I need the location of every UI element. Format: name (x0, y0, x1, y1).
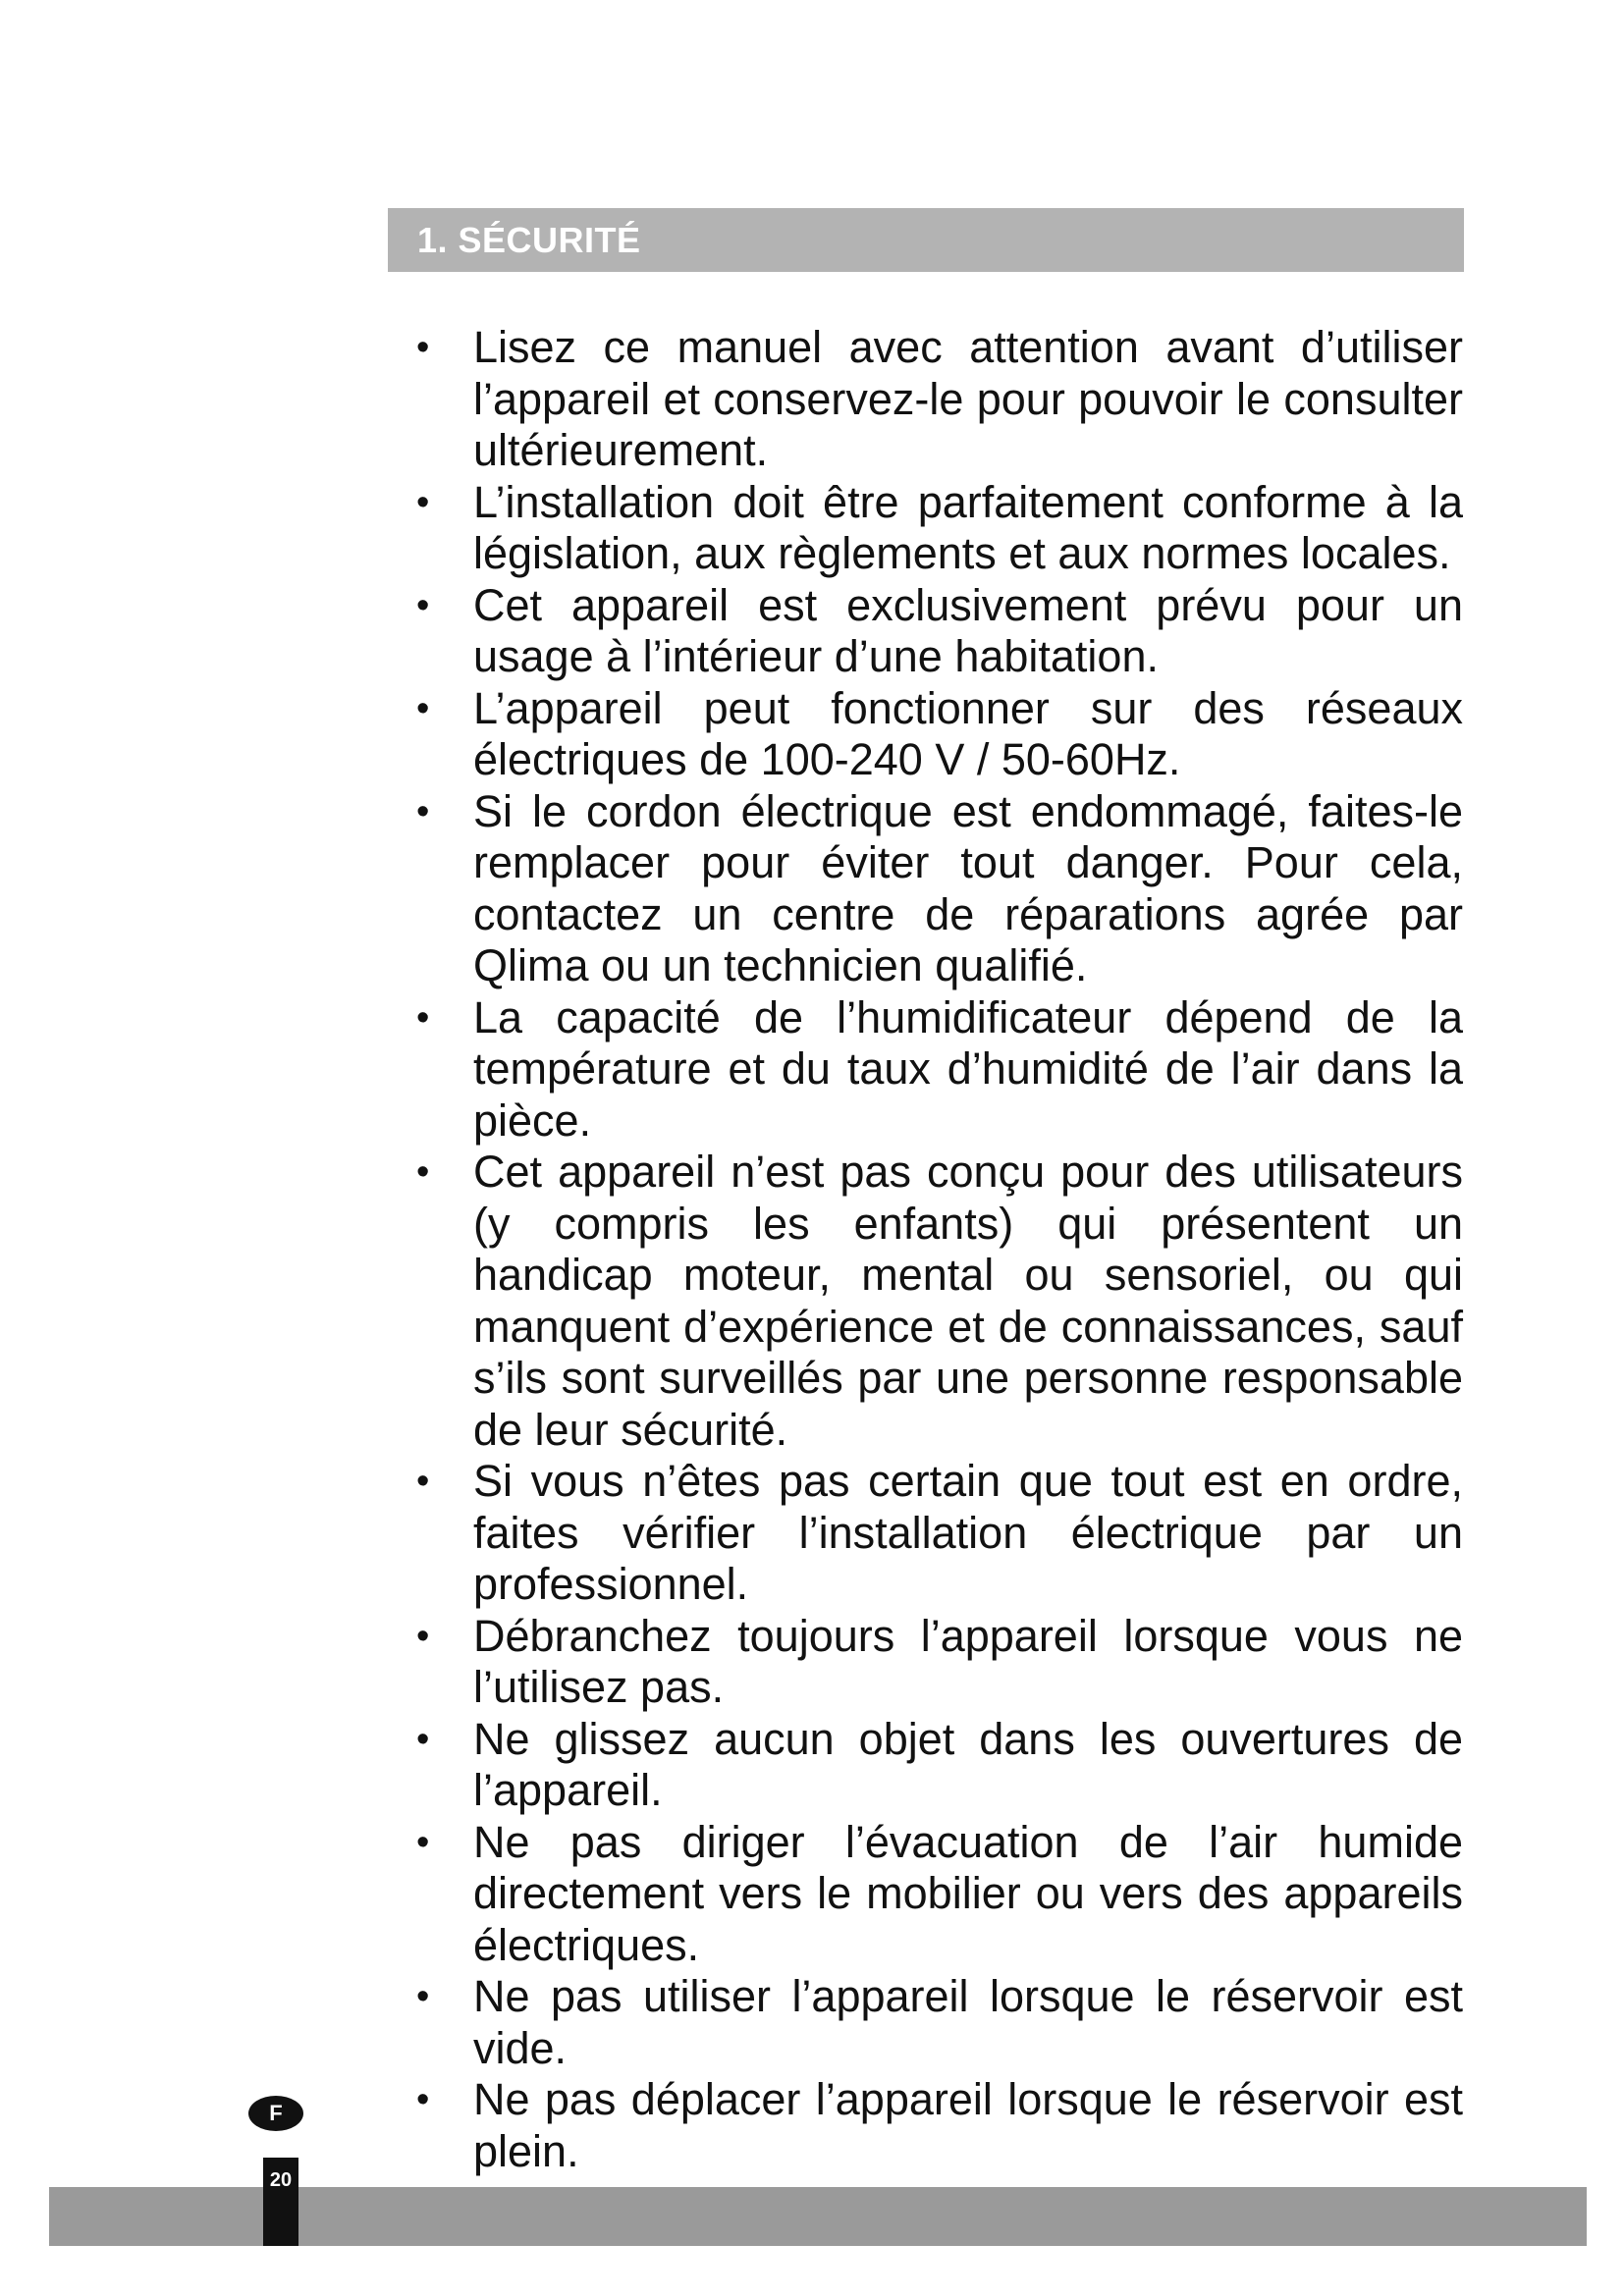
bullet-text: Ne pas diriger l’évacuation de l’air humide directement vers le mobilier ou vers des appareils électriques. (473, 1816, 1463, 1970)
bullet-text: La capacité de l’humidificateur dépend de la température et du taux d’humidité de l’air dans la pièce. (473, 991, 1463, 1146)
bullet-text: L’appareil peut fonctionner sur des réseaux électriques de 100-240 V / 50-60Hz. (473, 682, 1463, 784)
language-badge: F (248, 2096, 303, 2131)
bullet-item (412, 1714, 1463, 1817)
bullet-item (412, 786, 1463, 992)
bullet-item (412, 580, 1463, 683)
bullet-icon: • (416, 481, 430, 523)
bullet-icon: • (416, 2079, 430, 2120)
bullet-text: Ne pas déplacer l’appareil lorsque le réservoir est plein. (473, 2074, 1463, 2176)
bullet-item (412, 992, 1463, 1148)
bullet-icon: • (416, 1718, 430, 1760)
bullet-icon: • (416, 687, 430, 729)
bullet-icon: • (416, 584, 430, 626)
bullet-item (412, 322, 1463, 477)
bullet-icon: • (416, 790, 430, 832)
bullet-text: Cet appareil n’est pas conçu pour des utilisateurs (y compris les enfants) qui présentent un handicap moteur, mental ou sensoriel, ou qui manquent d’expérience et de connaissances, sauf s’ils sont surveillés par une personne responsable de leur sécurité. (473, 1147, 1463, 1455)
bullet-icon: • (416, 996, 430, 1039)
bullet-item (412, 1611, 1463, 1714)
bullet-item (412, 1147, 1463, 1456)
bullet-text: Ne pas utiliser l’appareil lorsque le réservoir est vide. (473, 1971, 1463, 2073)
bullet-text: L’installation doit être parfaitement conforme à la législation, aux règlements et aux normes locales. (473, 476, 1463, 578)
bullet-item (412, 477, 1463, 580)
bullet-text: Ne glissez aucun objet dans les ouvertures de l’appareil. (473, 1713, 1463, 1815)
bullet-item (412, 683, 1463, 786)
bullet-item (412, 2074, 1463, 2177)
section-title: 1. SÉCURITÉ (417, 219, 641, 260)
bullet-icon: • (416, 1151, 430, 1193)
bullet-item (412, 1971, 1463, 2074)
bullet-text: Cet appareil est exclusivement prévu pour un usage à l’intérieur d’une habitation. (473, 579, 1463, 681)
bullet-text: Lisez ce manuel avec attention avant d’utiliser l’appareil et conservez-le pour pouvoir le consulter ultérieurement. (473, 322, 1463, 475)
bullet-text: Si vous n’êtes pas certain que tout est en ordre, faites vérifier l’installation électrique par un professionnel. (473, 1456, 1463, 1609)
section-header (388, 208, 1464, 272)
safety-bullet-list (412, 322, 1463, 2177)
bullet-item (412, 1817, 1463, 1972)
bullet-text: Débranchez toujours l’appareil lorsque vous ne l’utilisez pas. (473, 1610, 1463, 1712)
bullet-icon: • (416, 327, 430, 368)
bullet-text: Si le cordon électrique est endommagé, faites-le remplacer pour éviter tout danger. Pour cela, contactez un centre de réparations agrée par Qlima ou un technicien qualifié. (473, 785, 1463, 990)
bullet-icon: • (416, 1821, 430, 1863)
page-number: 20 (263, 2158, 298, 2246)
bullet-icon: • (416, 1976, 430, 2017)
bullet-item (412, 1456, 1463, 1611)
bullet-icon: • (416, 1461, 430, 1502)
bullet-icon: • (416, 1615, 430, 1657)
